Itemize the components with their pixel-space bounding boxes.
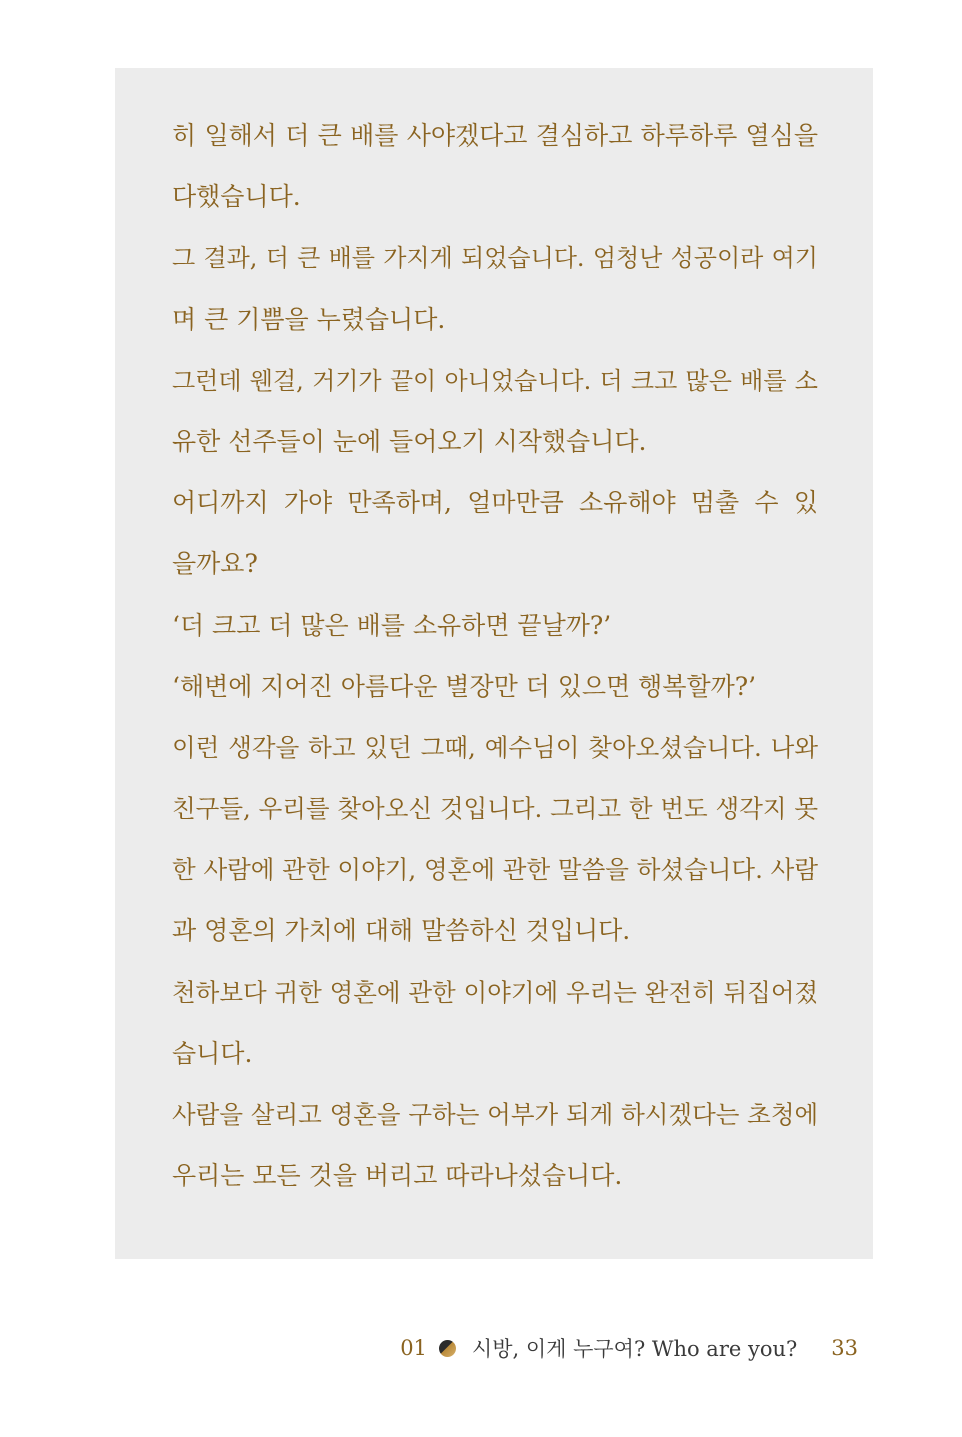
- text-line: 다했습니다.: [172, 182, 301, 212]
- text-line: ‘해변에 지어진 아름다운 별장만 더 있으면 행복할까?’: [172, 671, 757, 701]
- text-line: 천하보다 귀한 영혼에 관한 이야기에 우리는 완전히 뒤집어졌: [172, 977, 818, 1007]
- text-line: 친구들, 우리를 찾아오신 것입니다. 그리고 한 번도 생각지 못: [172, 794, 818, 824]
- text-line: 그 결과, 더 큰 배를 가지게 되었습니다. 엄청난 성공이라 여기: [172, 244, 818, 273]
- text-line: 유한 선주들이 눈에 들어오기 시작했습니다.: [172, 426, 647, 456]
- bullet-icon: [439, 1340, 456, 1357]
- page-number: 33: [831, 1336, 858, 1360]
- text-line: 며 큰 기쁨을 누렸습니다.: [172, 304, 446, 334]
- text-line: 습니다.: [172, 1038, 253, 1068]
- text-line: ‘더 크고 더 많은 배를 소유하면 끝날까?’: [172, 610, 612, 640]
- text-line: 을까요?: [172, 549, 258, 579]
- text-line: 히 일해서 더 큰 배를 사야겠다고 결심하고 하루하루 열심을: [172, 121, 818, 150]
- text-line: 이런 생각을 하고 있던 그때, 예수님이 찾아오셨습니다. 나와: [172, 732, 818, 762]
- text-line: 어디까지 가야 만족하며, 얼마만큼 소유해야 멈출 수 있: [172, 488, 818, 518]
- text-line: 한 사람에 관한 이야기, 영혼에 관한 말씀을 하셨습니다. 사람: [172, 855, 818, 885]
- text-line: 우리는 모든 것을 버리고 따라나섰습니다.: [172, 1161, 623, 1191]
- page-footer: [400, 1330, 858, 1366]
- text-line: 그런데 웬걸, 거기가 끝이 아니었습니다. 더 크고 많은 배를 소: [172, 366, 818, 395]
- text-line: 사람을 살리고 영혼을 구하는 어부가 되게 하시겠다는 초청에: [172, 1100, 818, 1129]
- text-line: 과 영혼의 가치에 대해 말씀하신 것입니다.: [172, 916, 631, 946]
- body-text: [172, 112, 818, 1213]
- chapter-number: 01: [400, 1336, 427, 1360]
- chapter-title: 시방, 이게 누구여? Who are you?: [471, 1337, 798, 1361]
